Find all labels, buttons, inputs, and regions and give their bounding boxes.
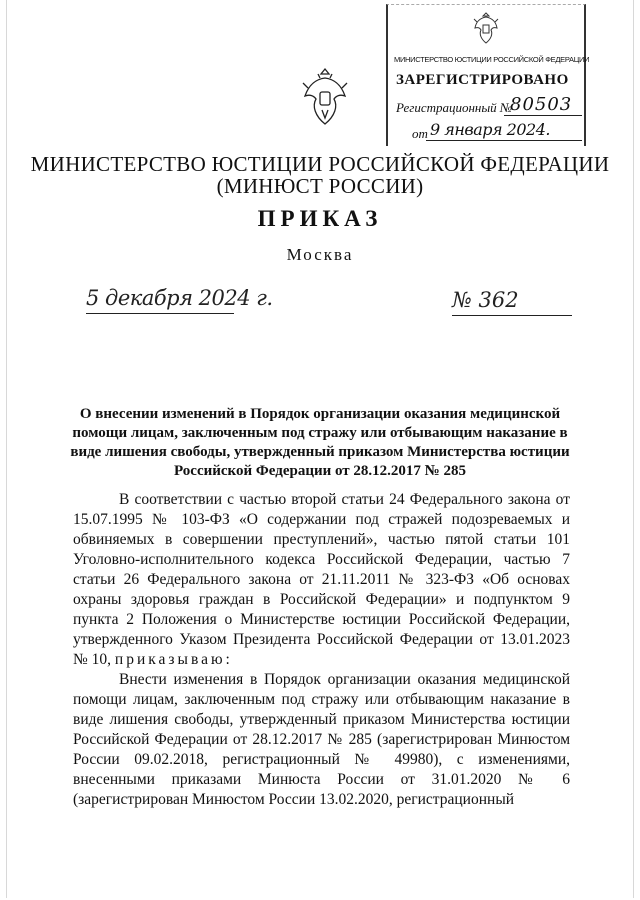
body-paragraph-1 bbox=[73, 490, 570, 670]
stamp-status: ЗАРЕГИСТРИРОВАНО bbox=[396, 72, 569, 88]
date-underline bbox=[86, 313, 234, 314]
number-handwritten: № 362 bbox=[452, 288, 519, 312]
document-number bbox=[452, 288, 582, 320]
date-handwritten: 5 декабря 2024 г. bbox=[86, 286, 273, 310]
body-paragraph-2: Внести изменения в Порядок организации оказания медицинской помощи лицам, заключенным под стражу или отбывающим наказание в виде лишения свободы, утвержденный приказом Министерства юстиции Российской Федерации от 28.12.2017 № 285 (зарегистрирован Минюстом России 09.02.2018, регистрационный № 49980), с изменениями, внесенными приказами Минюста России от 31.01.2020 № 6 (зарегистрирован Минюстом России 13.02.2020, регистрационный bbox=[73, 671, 570, 808]
stamp-reg-label: Регистрационный № bbox=[396, 100, 513, 115]
stamp-from-label: от bbox=[412, 126, 428, 141]
stamp-from-underline bbox=[426, 140, 582, 141]
stamp-reg-underline bbox=[504, 115, 582, 116]
stamp-organization: МИНИСТЕРСТВО ЮСТИЦИИ РОССИЙСКОЙ ФЕДЕРАЦИИ bbox=[394, 55, 590, 64]
ministry-name: МИНИСТЕРСТВО ЮСТИЦИИ РОССИЙСКОЙ ФЕДЕРАЦИИ bbox=[30, 152, 610, 176]
number-underline bbox=[452, 315, 572, 316]
city: Москва bbox=[286, 245, 354, 264]
coat-of-arms-icon bbox=[300, 66, 350, 130]
paragraph-1-text: В соответствии с частью второй статьи 24 Федерального закона от 15.07.1995 № 103-ФЗ «О содержании под стражей подозреваемых и обвиняемых в совершении преступлений», частью пятой статьи 101 Уголовно-исполнительного кодекса Российской Федерации, частью 7 статьи 26 Федерального закона от 21.11.2011 № 323-ФЗ «Об основах охраны здоровья граждан в Российской Федерации» и подпунктом 9 пункта 2 Положения о Министерстве юстиции Российской Федерации, утвержденного Указом Президента Российской Федерации от 13.01.2023 № 10, bbox=[73, 491, 570, 668]
ministry-short-name: (МИНЮСТ РОССИИ) bbox=[216, 174, 424, 198]
stamp-reg-number: 80503 bbox=[510, 94, 573, 115]
order-word: приказываю: bbox=[114, 651, 233, 668]
stamp-emblem-icon bbox=[472, 10, 500, 46]
document-date bbox=[86, 286, 273, 318]
document-title: О внесении изменений в Порядок организации оказания медицинской помощи лицам, заключенным под стражу или отбывающим наказание в виде лишения свободы, утвержденный приказом Министерства юстиции Российской Федерации от 28.12.2017 № 285 bbox=[70, 406, 570, 479]
document-body bbox=[73, 490, 570, 810]
stamp-from-date: 9 января 2024. bbox=[430, 120, 550, 139]
document-type: ПРИКАЗ bbox=[257, 206, 383, 231]
registration-stamp bbox=[386, 0, 594, 150]
